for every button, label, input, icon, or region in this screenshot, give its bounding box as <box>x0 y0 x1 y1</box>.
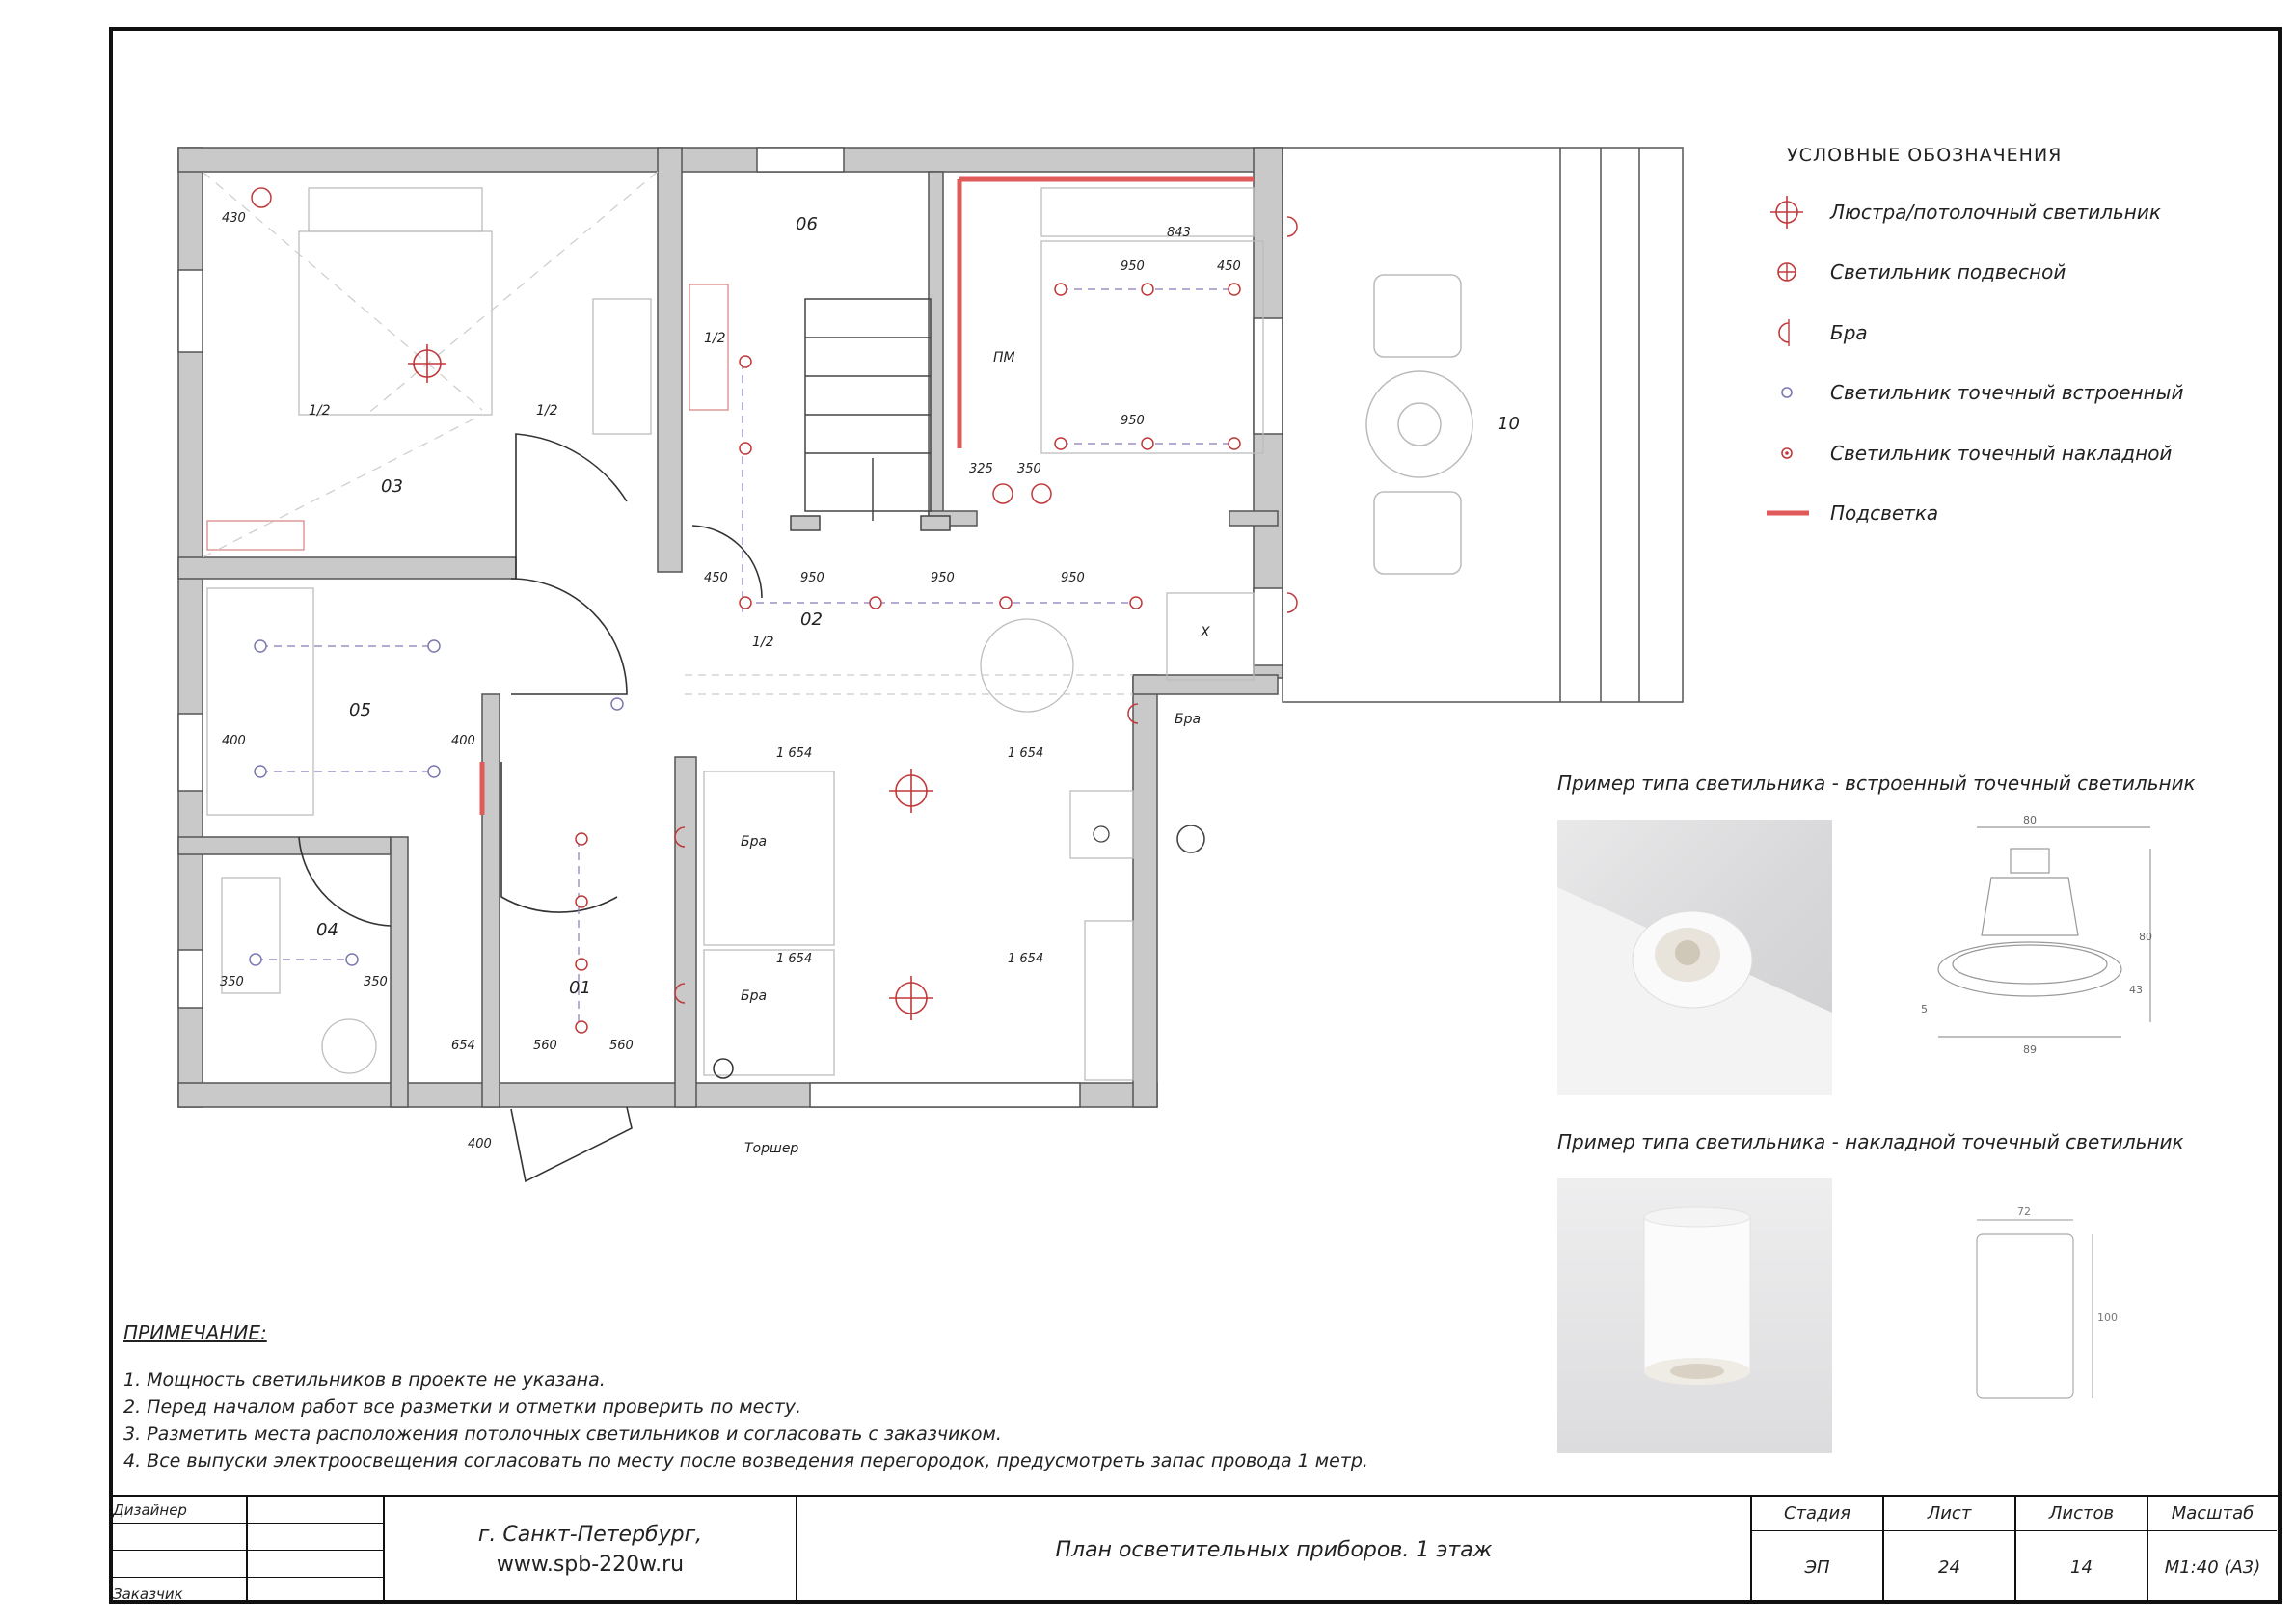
dimension: 1 654 <box>1008 746 1044 761</box>
legend-item-chandelier <box>1765 193 2266 231</box>
chandelier-mark <box>889 976 933 1020</box>
spot <box>250 954 261 965</box>
room-label-05: 05 <box>349 700 371 720</box>
recessed-fixture-image <box>1557 820 1832 1095</box>
half-mark: 1/2 <box>309 403 331 419</box>
spot <box>428 766 440 777</box>
dim-height: 100 <box>2097 1312 2118 1324</box>
half-mark: 1/2 <box>752 635 774 650</box>
surface-fixture-photo <box>1557 1178 1832 1453</box>
torsher-label: Торшер <box>744 1141 799 1156</box>
dimension: 350 <box>364 975 388 989</box>
spot <box>255 640 266 652</box>
spot <box>1229 284 1240 295</box>
bra-label: Бра <box>741 988 768 1004</box>
dimension: 950 <box>800 571 824 585</box>
walls <box>178 148 1283 1107</box>
dimension: 560 <box>533 1039 557 1053</box>
chandelier-mark <box>1177 825 1204 852</box>
legend-item-surface-spot <box>1765 434 2266 473</box>
surface-fixture-drawing <box>1958 1205 2118 1427</box>
spot <box>740 597 751 609</box>
staircase <box>791 299 950 530</box>
dimension: 430 <box>222 211 246 226</box>
note-item: 1. Мощность светильников в проекте не указана. <box>123 1369 606 1391</box>
spot <box>740 356 751 367</box>
spot <box>1142 438 1153 449</box>
dimension: 950 <box>931 571 955 585</box>
company-city: г. Санкт-Петербург, <box>477 1523 703 1547</box>
room-label-10: 10 <box>1498 414 1520 434</box>
dimension: 400 <box>222 734 246 748</box>
legend-item-backlight <box>1765 494 2266 532</box>
dimension: 400 <box>468 1137 492 1151</box>
dimension: 950 <box>1121 414 1145 428</box>
spot <box>1055 438 1067 449</box>
dimension: 325 <box>969 462 993 476</box>
legend-label: Светильник точечный накладной <box>1830 442 2173 465</box>
blank-cell <box>248 1524 385 1551</box>
bra-label: Бра <box>1175 712 1202 727</box>
room-label-03: 03 <box>381 476 403 497</box>
surface-example-caption: Пример типа светильника - накладной точечный светильник <box>1557 1130 2184 1153</box>
wall-sconce-icon <box>1765 313 1809 352</box>
recessed-spot-marks <box>250 640 623 965</box>
dim-height: 80 <box>2139 931 2152 943</box>
dimension: 350 <box>220 975 244 989</box>
surface-spot-icon <box>1765 434 1809 473</box>
stage-value: ЭП <box>1752 1531 1884 1603</box>
sheets-value: 14 <box>2016 1531 2148 1603</box>
spot <box>740 443 751 454</box>
sheet-header: Лист <box>1884 1497 2016 1531</box>
customer-sign-cell <box>248 1578 385 1603</box>
scale-value: М1:40 (А3) <box>2164 1556 2261 1578</box>
spot <box>576 896 587 907</box>
spot <box>346 954 358 965</box>
dim-base: 89 <box>2023 1043 2037 1056</box>
spot <box>611 698 623 710</box>
spot <box>576 1021 587 1033</box>
dimension: 1 654 <box>776 952 813 966</box>
pendant-light-icon <box>1765 253 1809 291</box>
half-mark: 1/2 <box>536 403 558 419</box>
pendant <box>1032 484 1051 503</box>
dim-lip: 5 <box>1921 1003 1928 1015</box>
spot <box>1000 597 1012 609</box>
sconce <box>1287 217 1297 236</box>
spot <box>1130 597 1142 609</box>
legend-title: УСЛОВНЫЕ ОБОЗНАЧЕНИЯ <box>1787 145 2063 166</box>
recessed-fixture-drawing <box>1919 814 2170 1061</box>
dimension: 843 <box>1167 226 1191 240</box>
designer-label: Дизайнер <box>111 1497 248 1524</box>
note-item: 2. Перед началом работ все разметки и отметки проверить по месту. <box>123 1396 802 1418</box>
blank-cell <box>111 1524 248 1551</box>
legend-label: Люстра/потолочный светильник <box>1830 201 2161 224</box>
scale-header: Масштаб <box>2148 1497 2277 1531</box>
legend-label: Бра <box>1830 321 1868 344</box>
room-label-02: 02 <box>800 609 823 630</box>
recessed-example-caption: Пример типа светильника - встроенный точечный светильник <box>1557 771 2196 795</box>
notes-title: ПРИМЕЧАНИЕ: <box>123 1321 267 1344</box>
dimension: 654 <box>451 1039 475 1053</box>
spot <box>1142 284 1153 295</box>
note-item: 4. Все выпуски электроосвещения согласовать по месту после возведения перегородок, предусмотреть запас провода 1 метр. <box>123 1450 1368 1472</box>
legend-label: Светильник подвесной <box>1830 260 2066 284</box>
dimension: 350 <box>1017 462 1041 476</box>
spot <box>428 640 440 652</box>
legend-label: Подсветка <box>1830 501 1939 525</box>
dim-width: 80 <box>2023 814 2037 826</box>
pendant <box>993 484 1013 503</box>
blank-cell <box>248 1551 385 1578</box>
customer-label: Заказчик <box>111 1578 248 1603</box>
chandelier-marks <box>408 344 1204 1020</box>
legend-item-recessed-spot <box>1765 373 2266 412</box>
designer-sign-cell <box>248 1497 385 1524</box>
dimension: 400 <box>451 734 475 748</box>
backlight-line-icon <box>1765 494 1809 532</box>
chandelier-mark <box>889 769 933 813</box>
spot <box>576 959 587 970</box>
spot <box>870 597 881 609</box>
room-label-01: 01 <box>569 978 591 998</box>
spot <box>1055 284 1067 295</box>
x-mark: X <box>1201 625 1210 640</box>
spot <box>255 766 266 777</box>
recessed-spot-icon <box>1765 373 1809 412</box>
dimension: 450 <box>1217 259 1241 274</box>
title-block <box>111 1495 2281 1606</box>
dimension: 560 <box>609 1039 634 1053</box>
dimension: 950 <box>1121 259 1145 274</box>
company-site[interactable]: www.spb-220w.ru <box>496 1553 685 1577</box>
recessed-fixture-photo <box>1557 820 1832 1095</box>
room-label-04: 04 <box>316 920 338 940</box>
windows <box>178 148 1283 1107</box>
company-cell <box>385 1497 797 1603</box>
chandelier-mark <box>408 344 446 383</box>
half-mark: 1/2 <box>704 331 726 346</box>
surface-fixture-image <box>1557 1178 1832 1453</box>
terrace <box>1283 148 1683 702</box>
wiring <box>203 172 1234 1027</box>
drawing-title: План осветительных приборов. 1 этаж <box>797 1497 1752 1603</box>
stage-header: Стадия <box>1752 1497 1884 1531</box>
dimension: 1 654 <box>776 746 813 761</box>
dimension: 1 654 <box>1008 952 1044 966</box>
legend-item-pendant <box>1765 253 2266 291</box>
note-item: 3. Разметить места расположения потолочных светильников и согласовать с заказчиком. <box>123 1423 1002 1445</box>
pm-label: ПМ <box>993 350 1015 365</box>
legend-item-sconce <box>1765 313 2266 352</box>
sheets-header: Листов <box>2016 1497 2148 1531</box>
furniture <box>207 188 1263 1080</box>
bra-label: Бра <box>741 834 768 850</box>
sheet-value: 24 <box>1884 1531 2016 1603</box>
blank-cell <box>111 1551 248 1578</box>
room-label-06: 06 <box>796 214 818 234</box>
chandelier-icon <box>1765 193 1809 231</box>
spot <box>576 833 587 845</box>
dim-width: 72 <box>2017 1205 2031 1218</box>
pendant <box>252 188 271 207</box>
spot <box>1229 438 1240 449</box>
legend-label: Светильник точечный встроенный <box>1830 381 2184 404</box>
sconce <box>1287 593 1297 612</box>
dimension: 950 <box>1061 571 1085 585</box>
dim-depth: 43 <box>2129 984 2143 996</box>
dimension: 450 <box>704 571 728 585</box>
